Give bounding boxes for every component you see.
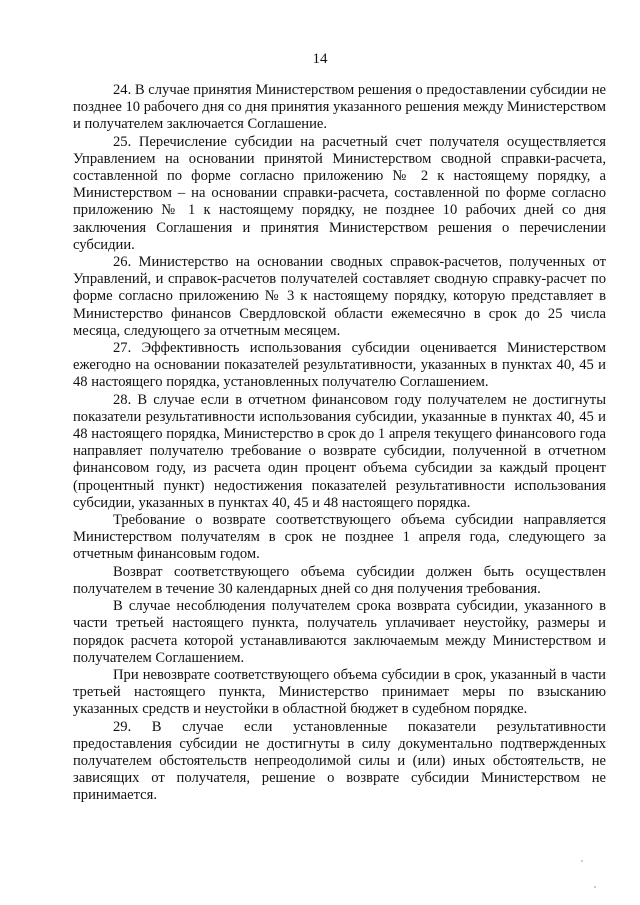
paragraph-24: 24. В случае принятия Министерством решения о предоставлении субсидии не позднее 10 рабочего дня со дня принятия указанного решения между Министерством и получателем заключается Соглашение. <box>73 82 606 133</box>
paragraph-26: 26. Министерство на основании сводных справок-расчетов, полученных от Управлений, и справок-расчетов получателей составляет сводную справку-расчет по форме согласно приложению № 3 к настоящему порядку, которую представляет в Министерство финансов Свердловской области ежемесячно в срок до 25 числа месяца, следующего за отчетным месяцем. <box>73 254 606 339</box>
paragraph-28-part-4: В случае несоблюдения получателем срока возврата субсидии, указанного в части третьей настоящего пункта, получатель уплачивает неустойку, размеры и порядок расчета которой устанавливаются заключаемым между Министерством и получателем Соглашением. <box>73 598 606 666</box>
paragraph-28-part-3: Возврат соответствующего объема субсидии должен быть осуществлен получателем в течение 30 календарных дней со дня получения требования. <box>73 563 606 597</box>
paragraph-28-part-5: При невозврате соответствующего объема субсидии в срок, указанный в части третьей настоящего пункта, Министерство принимает меры по взысканию указанных средств и неустойки в областной бюджет в судебном порядке. <box>73 666 606 718</box>
scan-speck <box>594 886 596 888</box>
paragraph-25: 25. Перечисление субсидии на расчетный счет получателя осуществляется Управлением на основании принятой Министерством сводной справки-расчета, составленной по форме согласно приложению № 2 к настоящему порядку, а Министерством – на основании справки-расчета, составленной по форме согласно приложению № 1 к настоящему порядку, не позднее 10 рабочих дней со дня заключения Соглашения и принятия Министерством решения о перечислении субсидии. <box>73 133 606 253</box>
paragraph-28-part-2: Требование о возврате соответствующего объема субсидии направляется Министерством получателям в срок не позднее 1 апреля года, следующего за отчетным финансовым годом. <box>73 512 606 563</box>
paragraph-29: 29. В случае если установленные показатели результативности предоставления субсидии не достигнуты в силу документально подтвержденных получателем обстоятельств непреодолимой силы и (или) иных обстоятельств, не зависящих от получателя, решение о возврате субсидии Министерством не принимается. <box>73 718 606 804</box>
document-body <box>73 82 606 805</box>
page-number: 14 <box>312 51 328 67</box>
paragraph-28: 28. В случае если в отчетном финансовом году получателем не достигнуты показатели результативности использования субсидии, указанные в пунктах 40, 45 и 48 настоящего порядка, Министерство в срок до 1 апреля текущего финансового года направляет получателю требование о возврате субсидии, полученной в отчетном финансовом году, из расчета один процент объема субсидии за каждый процент (процентный пункт) недостижения показателей результативности использования субсидии, указанных в пунктах 40, 45 и 48 настоящего порядка. <box>73 391 606 511</box>
scan-speck <box>581 860 583 862</box>
paragraph-27: 27. Эффективность использования субсидии оценивается Министерством ежегодно на основании показателей результативности, указанных в пунктах 40, 45 и 48 настоящего порядка, установленных получателю Соглашением. <box>73 340 606 391</box>
